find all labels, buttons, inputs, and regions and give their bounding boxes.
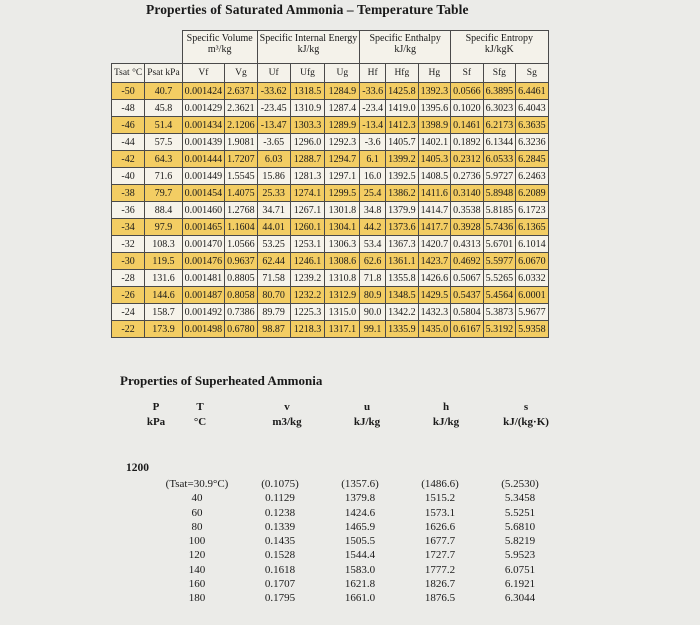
superheated-header-0: P kPa xyxy=(146,401,166,428)
table-cell: 1288.7 xyxy=(290,151,325,168)
table-cell: 1274.1 xyxy=(290,185,325,202)
table-cell: 0.6167 xyxy=(451,321,484,338)
table-cell: 1405.7 xyxy=(386,134,419,151)
table-cell: 1281.3 xyxy=(290,168,325,185)
table-row xyxy=(112,185,549,202)
table-cell: 6.03 xyxy=(257,151,290,168)
page-title: Properties of Saturated Ammonia – Temperature Table xyxy=(146,2,469,17)
table-cell: 0.8058 xyxy=(225,287,258,304)
table-row xyxy=(112,219,549,236)
table-cell: 1379.9 xyxy=(386,202,419,219)
table-cell: 62.44 xyxy=(257,253,290,270)
table-cell: 6.2089 xyxy=(516,185,549,202)
table-cell: 16.0 xyxy=(360,168,386,185)
column-header-4: Uf xyxy=(257,64,290,83)
table-cell: 71.6 xyxy=(145,168,182,185)
table-cell: 1.9081 xyxy=(225,134,258,151)
header-specific-volume: Specific Volume m³/kg xyxy=(182,31,257,64)
table-cell: 89.79 xyxy=(257,304,290,321)
table-cell: 1246.1 xyxy=(290,253,325,270)
table-cell: 144.6 xyxy=(145,287,182,304)
table-cell: 5.9677 xyxy=(516,304,549,321)
table-cell: -48 xyxy=(112,100,145,117)
table-cell: 0.5804 xyxy=(451,304,484,321)
superheated-value: 0.1528 xyxy=(264,549,296,562)
superheated-value: 1677.7 xyxy=(424,535,456,548)
table-cell: 5.6701 xyxy=(483,236,516,253)
table-cell: 6.1014 xyxy=(516,236,549,253)
superheated-value: 1573.1 xyxy=(424,506,456,519)
table-cell: 1267.1 xyxy=(290,202,325,219)
table-cell: 1423.7 xyxy=(418,253,451,270)
superheated-value: 6.0751 xyxy=(504,563,536,576)
superheated-value: 1424.6 xyxy=(344,506,376,519)
table-cell: 5.8185 xyxy=(483,202,516,219)
table-cell: 1225.3 xyxy=(290,304,325,321)
column-header-0: Tsat °C xyxy=(112,64,145,83)
table-cell: 108.3 xyxy=(145,236,182,253)
table-cell: 2.6371 xyxy=(225,83,258,100)
table-cell: 1287.4 xyxy=(325,100,360,117)
superheated-value: (5.2530) xyxy=(501,478,539,490)
column-header-3: Vg xyxy=(225,64,258,83)
superheated-value: 0.1238 xyxy=(264,506,296,519)
table-cell: 1432.3 xyxy=(418,304,451,321)
column-header-5: Ufg xyxy=(290,64,325,83)
table-cell: 6.4043 xyxy=(516,100,549,117)
table-cell: 1386.2 xyxy=(386,185,419,202)
superheated-value: 1544.4 xyxy=(344,549,376,562)
superheated-header-3: u kJ/kg xyxy=(353,401,381,428)
table-cell: -33.6 xyxy=(360,83,386,100)
table-cell: -32 xyxy=(112,236,145,253)
table-row xyxy=(112,151,549,168)
table-cell: 0.4692 xyxy=(451,253,484,270)
table-cell: 53.4 xyxy=(360,236,386,253)
table-cell: 6.1 xyxy=(360,151,386,168)
superheated-value: 1876.5 xyxy=(424,592,456,605)
superheated-header-2: v m3/kg xyxy=(272,401,302,428)
superheated-value: 1515.2 xyxy=(424,492,456,505)
temperature-column xyxy=(160,477,234,606)
table-cell: 0.1461 xyxy=(451,117,484,134)
table-cell: 1399.2 xyxy=(386,151,419,168)
table-cell: 1318.5 xyxy=(290,83,325,100)
column-header-12: Sg xyxy=(516,64,549,83)
table-cell: 0.001481 xyxy=(182,270,225,287)
table-cell: -38 xyxy=(112,185,145,202)
table-cell: 6.0332 xyxy=(516,270,549,287)
table-cell: -26 xyxy=(112,287,145,304)
table-cell: 1301.8 xyxy=(325,202,360,219)
table-cell: 34.71 xyxy=(257,202,290,219)
superheated-value: 40 xyxy=(191,492,203,505)
table-cell: 45.8 xyxy=(145,100,182,117)
superheated-value: 80 xyxy=(191,520,203,533)
superheated-value: 1727.7 xyxy=(424,549,456,562)
table-cell: 1310.8 xyxy=(325,270,360,287)
pressure-label: 1200 xyxy=(126,462,149,474)
table-cell: 1292.3 xyxy=(325,134,360,151)
table-cell: 1312.9 xyxy=(325,287,360,304)
column-header-1: Psat kPa xyxy=(145,64,182,83)
table-cell: 173.9 xyxy=(145,321,182,338)
table-cell: 1402.1 xyxy=(418,134,451,151)
table-cell: 44.01 xyxy=(257,219,290,236)
superheated-value: 1505.5 xyxy=(344,535,376,548)
table-cell: 1218.3 xyxy=(290,321,325,338)
table-cell: 53.25 xyxy=(257,236,290,253)
table-cell: 1.5545 xyxy=(225,168,258,185)
table-row xyxy=(112,117,549,134)
table-cell: 1.0566 xyxy=(225,236,258,253)
superheated-header-1: T °C xyxy=(193,401,207,428)
column-header-11: Sfg xyxy=(483,64,516,83)
superheated-value: 120 xyxy=(188,549,206,562)
superheated-value: 5.8219 xyxy=(504,535,536,548)
table-cell: 0.001460 xyxy=(182,202,225,219)
saturated-ammonia-table xyxy=(111,30,549,338)
table-cell: 1414.7 xyxy=(418,202,451,219)
superheated-value: 1626.6 xyxy=(424,520,456,533)
superheated-value: 1826.7 xyxy=(424,578,456,591)
table-cell: 1289.9 xyxy=(325,117,360,134)
table-cell: 51.4 xyxy=(145,117,182,134)
table-row xyxy=(112,83,549,100)
superheated-value: 0.1339 xyxy=(264,520,296,533)
superheated-value: 1465.9 xyxy=(344,520,376,533)
superheated-value: 0.1435 xyxy=(264,535,296,548)
superheated-value: 1661.0 xyxy=(344,592,376,605)
table-cell: -30 xyxy=(112,253,145,270)
table-row xyxy=(112,134,549,151)
table-cell: 0.001470 xyxy=(182,236,225,253)
table-cell: -13.4 xyxy=(360,117,386,134)
table-cell: -36 xyxy=(112,202,145,219)
table-cell: 0.001465 xyxy=(182,219,225,236)
table-cell: -13.47 xyxy=(257,117,290,134)
table-cell: 64.3 xyxy=(145,151,182,168)
table-cell: 1299.5 xyxy=(325,185,360,202)
table-cell: 5.7436 xyxy=(483,219,516,236)
table-row xyxy=(112,236,549,253)
table-cell: 1348.5 xyxy=(386,287,419,304)
table-cell: 1297.1 xyxy=(325,168,360,185)
table-cell: 119.5 xyxy=(145,253,182,270)
table-cell: 6.0533 xyxy=(483,151,516,168)
table-row xyxy=(112,168,549,185)
table-cell: 5.9727 xyxy=(483,168,516,185)
column-header-10: Sf xyxy=(451,64,484,83)
table-cell: -23.4 xyxy=(360,100,386,117)
table-cell: 131.6 xyxy=(145,270,182,287)
table-cell: 1306.3 xyxy=(325,236,360,253)
table-cell: 1342.2 xyxy=(386,304,419,321)
table-cell: 0.001439 xyxy=(182,134,225,151)
table-cell: 1405.3 xyxy=(418,151,451,168)
table-cell: 0.7386 xyxy=(225,304,258,321)
superheated-value: 140 xyxy=(188,563,206,576)
table-cell: 6.0001 xyxy=(516,287,549,304)
table-cell: 1419.0 xyxy=(386,100,419,117)
table-cell: 0.3538 xyxy=(451,202,484,219)
table-cell: 6.2173 xyxy=(483,117,516,134)
table-cell: 0.3140 xyxy=(451,185,484,202)
superheated-value: 160 xyxy=(188,578,206,591)
superheated-value: 60 xyxy=(191,506,203,519)
table-cell: 5.5265 xyxy=(483,270,516,287)
table-cell: 0.001429 xyxy=(182,100,225,117)
table-cell: 5.8948 xyxy=(483,185,516,202)
table-cell: 1417.7 xyxy=(418,219,451,236)
table-cell: -24 xyxy=(112,304,145,321)
column-header-8: Hfg xyxy=(386,64,419,83)
table-cell: 0.4313 xyxy=(451,236,484,253)
table-cell: 1239.2 xyxy=(290,270,325,287)
superheated-value: 5.9523 xyxy=(504,549,536,562)
table-cell: 0.5437 xyxy=(451,287,484,304)
superheated-title: Properties of Superheated Ammonia xyxy=(120,373,323,388)
superheated-value: 1777.2 xyxy=(424,563,456,576)
column-header-7: Hf xyxy=(360,64,386,83)
table-cell: 25.33 xyxy=(257,185,290,202)
table-cell: 40.7 xyxy=(145,83,182,100)
table-cell: 2.3621 xyxy=(225,100,258,117)
table-row xyxy=(112,202,549,219)
table-cell: 1429.5 xyxy=(418,287,451,304)
table-cell: -28 xyxy=(112,270,145,287)
table-cell: 25.4 xyxy=(360,185,386,202)
table-cell: -3.65 xyxy=(257,134,290,151)
header-internal-energy: Specific Internal Energy kJ/kg xyxy=(257,31,360,64)
table-cell: 0.001454 xyxy=(182,185,225,202)
table-cell: 0.5067 xyxy=(451,270,484,287)
table-cell: -23.45 xyxy=(257,100,290,117)
superheated-value: (1486.6) xyxy=(421,478,459,490)
table-cell: 1392.3 xyxy=(418,83,451,100)
table-cell: 34.8 xyxy=(360,202,386,219)
column-header-2: Vf xyxy=(182,64,225,83)
table-cell: 1373.6 xyxy=(386,219,419,236)
table-cell: 5.9358 xyxy=(516,321,549,338)
table-cell: 1426.6 xyxy=(418,270,451,287)
table-cell: 15.86 xyxy=(257,168,290,185)
table-cell: 0.6780 xyxy=(225,321,258,338)
header-entropy: Specific Entropy kJ/kgK xyxy=(451,31,549,64)
enthalpy-column xyxy=(410,477,470,606)
superheated-value: 5.5251 xyxy=(504,506,536,519)
table-cell: 6.3023 xyxy=(483,100,516,117)
table-cell: 6.4461 xyxy=(516,83,549,100)
table-cell: 1284.9 xyxy=(325,83,360,100)
table-cell: 0.001449 xyxy=(182,168,225,185)
table-cell: 99.1 xyxy=(360,321,386,338)
table-cell: 0.8805 xyxy=(225,270,258,287)
table-cell: -34 xyxy=(112,219,145,236)
table-cell: 6.3635 xyxy=(516,117,549,134)
table-cell: 88.4 xyxy=(145,202,182,219)
table-cell: 5.3192 xyxy=(483,321,516,338)
table-cell: 6.3895 xyxy=(483,83,516,100)
table-cell: 1.2768 xyxy=(225,202,258,219)
table-cell: 1310.9 xyxy=(290,100,325,117)
superheated-value: (1357.6) xyxy=(341,478,379,490)
table-cell: 1335.9 xyxy=(386,321,419,338)
table-cell: 1411.6 xyxy=(418,185,451,202)
table-row xyxy=(112,100,549,117)
superheated-value: 1621.8 xyxy=(344,578,376,591)
superheated-value: 5.6810 xyxy=(504,520,536,533)
table-cell: 62.6 xyxy=(360,253,386,270)
table-cell: 1304.1 xyxy=(325,219,360,236)
column-header-6: Ug xyxy=(325,64,360,83)
superheated-value: 180 xyxy=(188,592,206,605)
table-cell: 1435.0 xyxy=(418,321,451,338)
table-row xyxy=(112,321,549,338)
table-cell: -44 xyxy=(112,134,145,151)
superheated-value: 100 xyxy=(188,535,206,548)
superheated-value: 0.1129 xyxy=(265,492,295,505)
table-cell: 1420.7 xyxy=(418,236,451,253)
table-cell: 1253.1 xyxy=(290,236,325,253)
table-cell: 0.001476 xyxy=(182,253,225,270)
superheated-value: 0.1707 xyxy=(264,578,296,591)
table-cell: 1.7207 xyxy=(225,151,258,168)
table-cell: 71.8 xyxy=(360,270,386,287)
superheated-value: 0.1618 xyxy=(264,563,296,576)
table-cell: 44.2 xyxy=(360,219,386,236)
table-cell: 6.2463 xyxy=(516,168,549,185)
superheated-value: (Tsat=30.9°C) xyxy=(165,478,229,490)
table-cell: 6.0670 xyxy=(516,253,549,270)
superheated-value: 5.3458 xyxy=(504,492,536,505)
table-cell: 0.001434 xyxy=(182,117,225,134)
table-cell: 0.001487 xyxy=(182,287,225,304)
table-cell: 0.1892 xyxy=(451,134,484,151)
table-cell: 1317.1 xyxy=(325,321,360,338)
table-cell: 5.3873 xyxy=(483,304,516,321)
table-cell: 1408.5 xyxy=(418,168,451,185)
table-cell: 1.1604 xyxy=(225,219,258,236)
table-cell: 0.001444 xyxy=(182,151,225,168)
table-cell: 79.7 xyxy=(145,185,182,202)
saturated-table-body xyxy=(112,83,549,338)
table-cell: 1412.3 xyxy=(386,117,419,134)
table-cell: 1355.8 xyxy=(386,270,419,287)
table-cell: 0.9637 xyxy=(225,253,258,270)
table-cell: 1260.1 xyxy=(290,219,325,236)
table-row xyxy=(112,270,549,287)
table-cell: 57.5 xyxy=(145,134,182,151)
table-cell: -42 xyxy=(112,151,145,168)
column-header-9: Hg xyxy=(418,64,451,83)
table-cell: -33.62 xyxy=(257,83,290,100)
table-cell: -3.6 xyxy=(360,134,386,151)
specific-volume-column xyxy=(250,477,310,606)
table-cell: 6.1365 xyxy=(516,219,549,236)
table-cell: 1315.0 xyxy=(325,304,360,321)
superheated-value: 0.1795 xyxy=(264,592,296,605)
internal-energy-column xyxy=(330,477,390,606)
superheated-value: 1379.8 xyxy=(344,492,376,505)
table-cell: -46 xyxy=(112,117,145,134)
table-cell: 1395.6 xyxy=(418,100,451,117)
table-cell: 0.001424 xyxy=(182,83,225,100)
table-cell: 5.5977 xyxy=(483,253,516,270)
table-cell: 2.1206 xyxy=(225,117,258,134)
table-cell: 98.87 xyxy=(257,321,290,338)
table-cell: 6.2845 xyxy=(516,151,549,168)
superheated-value: 6.1921 xyxy=(504,578,536,591)
table-cell: 1392.5 xyxy=(386,168,419,185)
entropy-column xyxy=(490,477,550,606)
table-cell: 1232.2 xyxy=(290,287,325,304)
table-cell: 80.9 xyxy=(360,287,386,304)
table-cell: 6.1723 xyxy=(516,202,549,219)
table-cell: 0.1020 xyxy=(451,100,484,117)
table-cell: 0.001492 xyxy=(182,304,225,321)
superheated-value: 1583.0 xyxy=(344,563,376,576)
table-cell: -22 xyxy=(112,321,145,338)
table-cell: 90.0 xyxy=(360,304,386,321)
table-cell: 6.3236 xyxy=(516,134,549,151)
table-cell: 1367.3 xyxy=(386,236,419,253)
table-cell: 1308.6 xyxy=(325,253,360,270)
table-cell: 0.001498 xyxy=(182,321,225,338)
table-row xyxy=(112,253,549,270)
table-row xyxy=(112,304,549,321)
superheated-header-5: s kJ/(kg·K) xyxy=(503,401,549,428)
superheated-header-4: h kJ/kg xyxy=(432,401,460,428)
table-cell: 0.2736 xyxy=(451,168,484,185)
table-cell: 1425.8 xyxy=(386,83,419,100)
table-cell: 158.7 xyxy=(145,304,182,321)
table-cell: 0.0566 xyxy=(451,83,484,100)
table-cell: 1303.3 xyxy=(290,117,325,134)
table-cell: -50 xyxy=(112,83,145,100)
table-cell: 5.4564 xyxy=(483,287,516,304)
table-cell: 97.9 xyxy=(145,219,182,236)
table-cell: 0.2312 xyxy=(451,151,484,168)
table-cell: 80.70 xyxy=(257,287,290,304)
superheated-value: 6.3044 xyxy=(504,592,536,605)
table-cell: 71.58 xyxy=(257,270,290,287)
table-cell: 1398.9 xyxy=(418,117,451,134)
table-cell: -40 xyxy=(112,168,145,185)
header-enthalpy: Specific Enthalpy kJ/kg xyxy=(360,31,451,64)
column-header-row xyxy=(112,64,549,83)
table-row xyxy=(112,287,549,304)
table-cell: 6.1344 xyxy=(483,134,516,151)
table-cell: 1.4075 xyxy=(225,185,258,202)
table-cell: 1294.7 xyxy=(325,151,360,168)
table-cell: 1361.1 xyxy=(386,253,419,270)
superheated-value: (0.1075) xyxy=(261,478,299,490)
table-cell: 1296.0 xyxy=(290,134,325,151)
table-cell: 0.3928 xyxy=(451,219,484,236)
